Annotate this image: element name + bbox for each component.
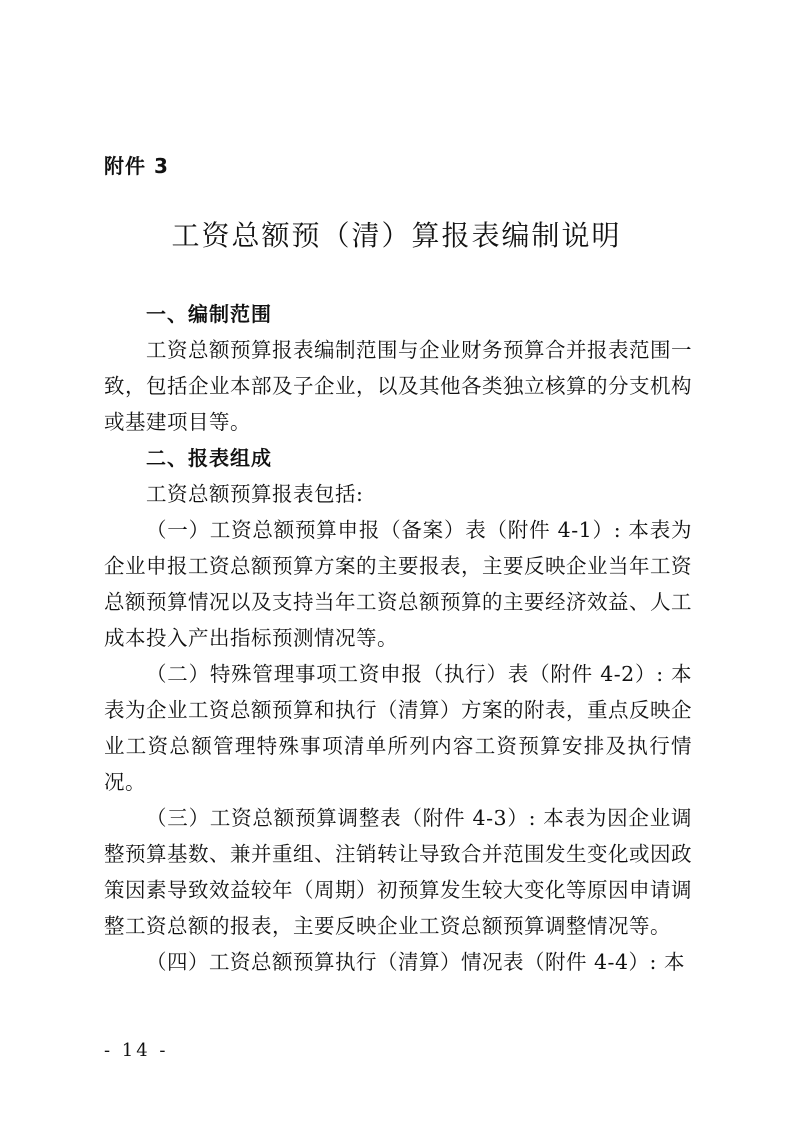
- paragraph-item-1: （一）工资总额预算申报（备案）表（附件 4-1）: 本表为企业申报工资总额预算方案的主要报表，主要反映企业当年工资总额预算情况以及支持当年工资总额预算的主要经济效益、人工成本投入产出指标预测情况等。: [104, 518, 692, 650]
- paragraph-intro: 工资总额预算报表包括:: [146, 482, 364, 506]
- paragraph-item-2: （二）特殊管理事项工资申报（执行）表（附件 4-2）: 本表为企业工资总额预算和执行（清算）方案的附表，重点反映企业工资总额管理特殊事项清单所列内容工资预算安排及执行情况。: [104, 662, 692, 794]
- section-heading-composition: 二、报表组成: [146, 446, 272, 470]
- paragraph-item-3: （三）工资总额预算调整表（附件 4-3）: 本表为因企业调整预算基数、兼并重组、注销转让导致合并范围发生变化或因政策因素导致效益较年（周期）初预算发生较大变化等原因申请调整工资总额的报表，主要反映企业工资总额预算调整情况等。: [104, 806, 692, 938]
- document-body: [104, 296, 692, 980]
- section-heading-scope: 一、编制范围: [146, 302, 272, 326]
- paragraph-scope: 工资总额预算报表编制范围与企业财务预算合并报表范围一致，包括企业本部及子企业，以及其他各类独立核算的分支机构或基建项目等。: [104, 338, 692, 434]
- page-number: - 14 -: [104, 1040, 169, 1061]
- document-title: 工资总额预（清）算报表编制说明: [171, 219, 622, 252]
- attachment-label: 附件 3: [104, 154, 169, 178]
- paragraph-item-4: （四）工资总额预算执行（清算）情况表（附件 4-4）: 本: [146, 950, 685, 974]
